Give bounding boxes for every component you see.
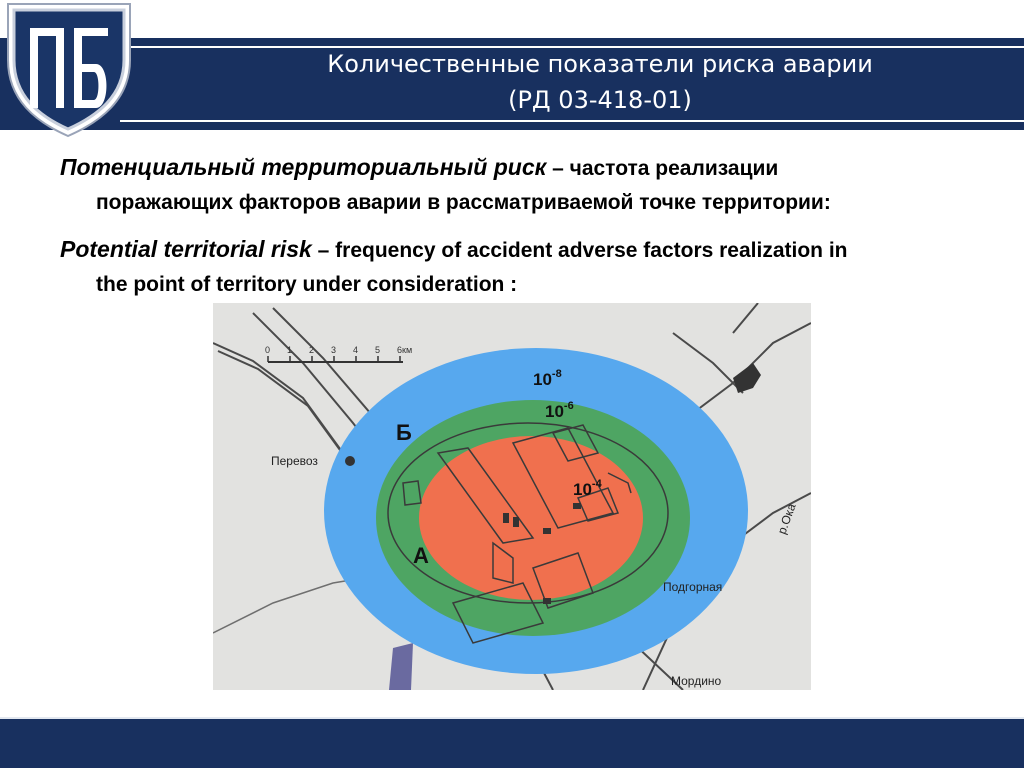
scale-tick: 2 bbox=[309, 345, 315, 355]
scale-tick: 4 bbox=[353, 345, 359, 355]
header-divider-bottom bbox=[120, 120, 1024, 122]
label-b: Б bbox=[396, 420, 412, 445]
scale-tick: 0 bbox=[265, 345, 271, 355]
title-line-1: Количественные показатели риска аварии bbox=[327, 50, 873, 78]
definition-en-second: the point of territory under consideration : bbox=[96, 273, 518, 296]
definition-ru bbox=[60, 150, 990, 220]
term-en: Potential territorial risk bbox=[60, 236, 312, 262]
perevoz-marker bbox=[345, 456, 355, 466]
zone-label-middle: $10^{-6}$ bbox=[545, 400, 574, 421]
footer-divider bbox=[0, 717, 1024, 719]
page-title bbox=[160, 46, 1024, 118]
label-a: А bbox=[413, 543, 429, 568]
definition-ru-second: поражающих факторов аварии в рассматриваемой точке территории: bbox=[96, 191, 831, 214]
place-podgornaya: Подгорная bbox=[663, 580, 723, 594]
definition-en bbox=[60, 232, 990, 302]
scale-tick: 6км bbox=[397, 345, 413, 355]
pb-shield-logo bbox=[0, 0, 135, 140]
scale-tick: 3 bbox=[331, 345, 337, 355]
place-mordino: Мордино bbox=[671, 674, 722, 688]
place-perevoz: Перевоз bbox=[271, 454, 318, 468]
scale-tick: 5 bbox=[375, 345, 381, 355]
zone-label-inner: $10^{-4}$ bbox=[573, 478, 602, 499]
term-ru: Потенциальный территориальный риск bbox=[60, 154, 547, 180]
definition-ru-first: – частота реализации bbox=[546, 157, 779, 180]
footer-band bbox=[0, 717, 1024, 768]
risk-zone-map bbox=[213, 303, 811, 690]
river-label: р.Ока bbox=[774, 501, 799, 537]
title-line-2: (РД 03-418-01) bbox=[508, 86, 692, 114]
risk-zone-inner bbox=[419, 436, 643, 600]
zone-label-outer: $10^{-8}$ bbox=[533, 368, 562, 389]
definition-en-first: – frequency of accident adverse factors realization in bbox=[311, 239, 848, 262]
scale-tick: 1 bbox=[287, 345, 293, 355]
